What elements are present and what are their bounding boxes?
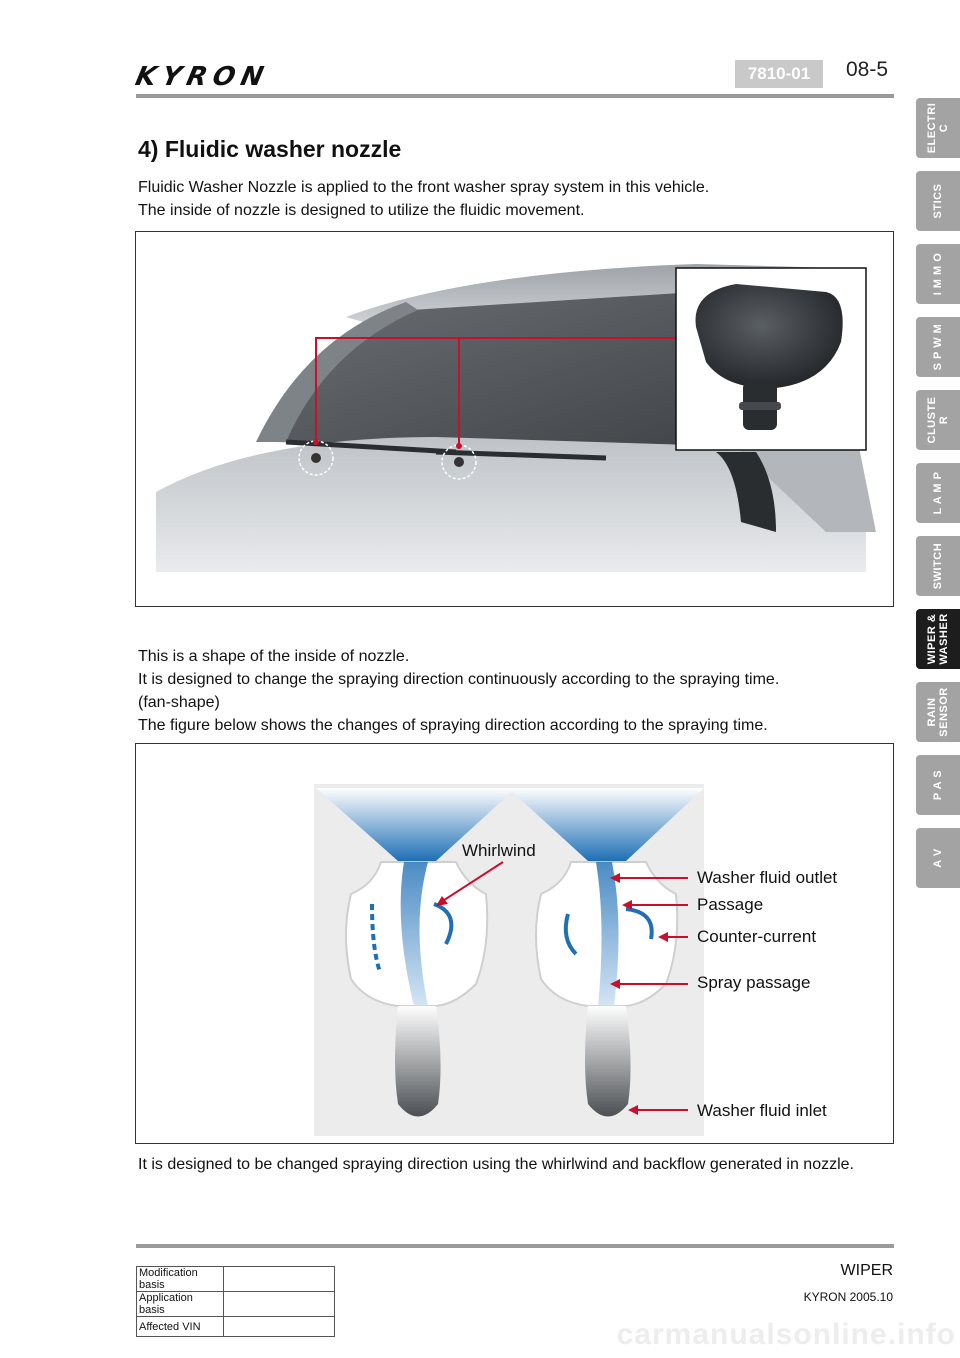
tab-label: S P W M: [932, 323, 944, 371]
tab-label: P A S: [932, 769, 944, 801]
nozzle-flow-figure: [135, 743, 894, 1144]
body-paragraph: [138, 645, 898, 737]
label-whirlwind: Whirlwind: [462, 841, 536, 860]
nozzle-inlet-left: [395, 1006, 441, 1117]
tab-label: RAIN SENSOR: [926, 687, 950, 737]
chapter-name: WIPER: [840, 1262, 893, 1279]
tab-label: I M M O: [932, 252, 944, 296]
body-line: It is designed to change the spraying direction continuously according to the spraying time.: [138, 671, 780, 688]
nozzle-stem-ring: [739, 402, 781, 410]
body-line: (fan-shape): [138, 694, 220, 711]
tab-label: A V: [932, 848, 944, 868]
tab-diagnostics[interactable]: [916, 171, 960, 231]
tab-label: ELECTRI C: [926, 102, 950, 154]
tab-switch[interactable]: [916, 536, 960, 596]
label-passage: Passage: [697, 895, 764, 914]
kyron-logo: KYRON: [132, 62, 273, 92]
basis-label: Affected VIN: [137, 1317, 224, 1337]
label-washer-fluid-inlet: Washer fluid inlet: [697, 1101, 827, 1120]
leader-dot: [456, 443, 462, 449]
tab-pas[interactable]: [916, 755, 960, 815]
page-number: 08-5: [846, 58, 889, 81]
intro-line: The inside of nozzle is designed to utilize the fluidic movement.: [138, 202, 585, 219]
leader-dot: [313, 439, 319, 445]
tab-label: L A M P: [932, 471, 944, 515]
section-code-badge: 7810-01: [735, 60, 823, 88]
section-title: 4) Fluidic washer nozzle: [138, 136, 402, 162]
tab-cluster[interactable]: [916, 390, 960, 450]
body-line: This is a shape of the inside of nozzle.: [138, 648, 410, 665]
tab-av[interactable]: [916, 828, 960, 888]
tab-label: WIPER & WASHER: [926, 613, 950, 665]
conclusion-text: It is designed to be changed spraying direction using the whirlwind and backflow generated in nozzle.: [138, 1156, 854, 1173]
vehicle-figure: [135, 231, 894, 607]
label-counter-current: Counter-current: [697, 927, 817, 946]
label-washer-fluid-outlet: Washer fluid outlet: [697, 868, 838, 887]
table-row: [137, 1292, 335, 1317]
header-rule: [136, 94, 894, 98]
nozzle-right: [454, 457, 464, 467]
nozzle-left: [311, 453, 321, 463]
vehicle-illustration: [136, 232, 892, 605]
label-spray-passage: Spray passage: [697, 973, 811, 992]
tab-label: STICS: [932, 183, 944, 219]
tab-rain-sensor[interactable]: [916, 682, 960, 742]
body-line: The figure below shows the changes of spraying direction according to the spraying time.: [138, 717, 768, 734]
intro-line: Fluidic Washer Nozzle is applied to the front washer spray system in this vehicle.: [138, 179, 710, 196]
tab-immo[interactable]: [916, 244, 960, 304]
tab-electric[interactable]: [916, 98, 960, 158]
intro-paragraph: [138, 176, 898, 222]
footer-rule: [136, 1244, 894, 1248]
basis-value: [224, 1292, 335, 1317]
model-date: KYRON 2005.10: [803, 1290, 893, 1304]
basis-value: [224, 1267, 335, 1292]
tab-label: SWITCH: [932, 542, 944, 590]
watermark: carmanualsonline.info: [616, 1318, 956, 1351]
tab-label: CLUSTE R: [926, 396, 950, 444]
conclusion-paragraph: [138, 1153, 893, 1176]
nozzle-inlet-right: [585, 1006, 631, 1117]
table-row: [137, 1267, 335, 1292]
basis-label: Modification basis: [137, 1267, 224, 1292]
basis-label: Application basis: [137, 1292, 224, 1317]
tab-spwm[interactable]: [916, 317, 960, 377]
tab-lamp[interactable]: [916, 463, 960, 523]
tab-wiper-washer[interactable]: [916, 609, 960, 669]
